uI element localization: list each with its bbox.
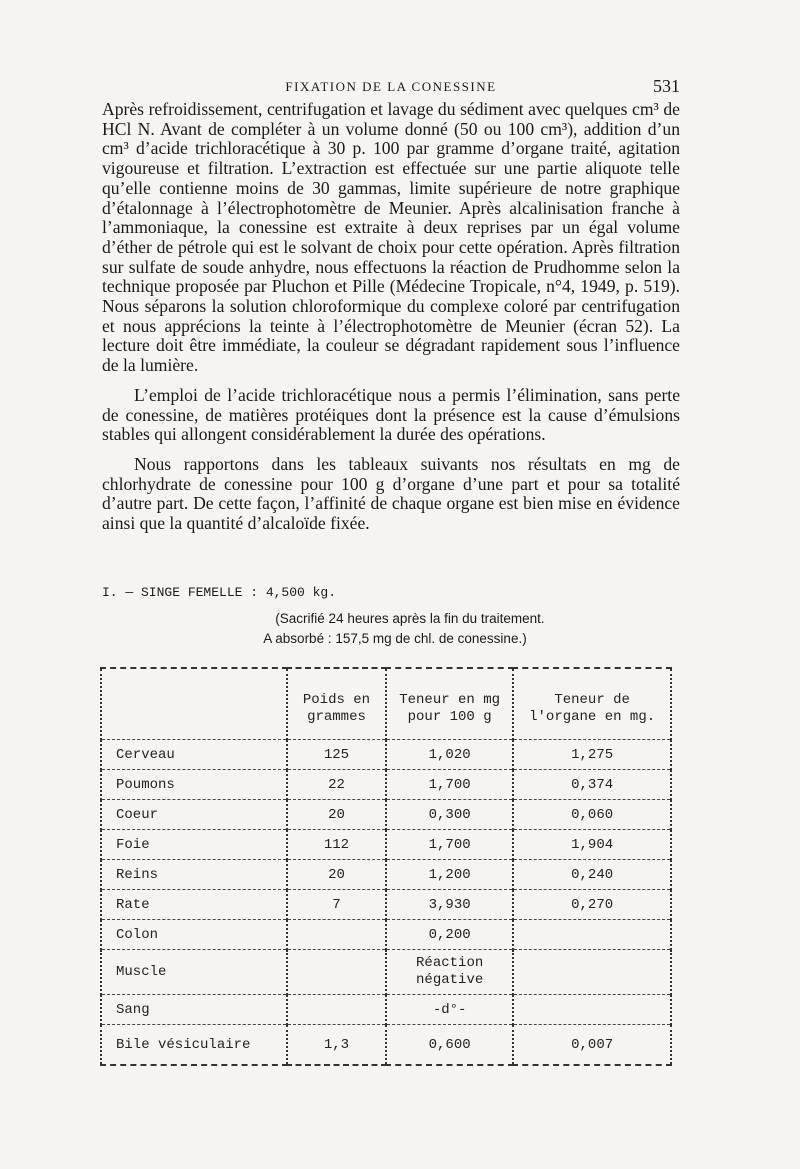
cell-teneur-100g <box>386 950 513 995</box>
cell-teneur-organe <box>513 995 671 1025</box>
cell-poids: 125 <box>287 740 386 770</box>
running-head <box>102 76 680 100</box>
cell-poids: 112 <box>287 830 386 860</box>
cell-teneur-100g: 0,600 <box>386 1025 513 1066</box>
cell-teneur-organe: 0,270 <box>513 890 671 920</box>
section-heading: I. — SINGE FEMELLE : 4,500 kg. <box>102 585 337 600</box>
cell-organe: Poumons <box>101 770 287 800</box>
cell-poids: 1,3 <box>287 1025 386 1066</box>
cell-teneur-100g: 3,930 <box>386 890 513 920</box>
cell-poids: 20 <box>287 860 386 890</box>
cell-teneur-organe: 1,904 <box>513 830 671 860</box>
paragraph-1: Après refroidissement, centrifugation et lavage du sédiment avec quelques cm³ de HCl N. Avant de compléter à un volume donné (50 ou 100 cm³), addition d’un cm³ d’acide trichloracétique à 30 p. 100 par gramme d’organe traité, agitation vigoureuse et filtration. L’extraction est effectuée sur une partie aliquote telle qu’elle contienne moins de 30 gammas, limite supérieure de notre graphique d’étalonnage à l’électrophotomètre de Meunier. Après alcalinisation franche à l’ammoniaque, la conessine est extraite à deux reprises par un égal volume d’éther de pétrole qui est le solvant de choix pour cette opération. Après filtration sur sulfate de soude anhydre, nous effectuons la réaction de Prudhomme selon la technique proposée par Pluchon et Pille (Médecine Tropicale, n°4, 1949, p. 519). Nous séparons la solution chloroformique du complexe coloré par centrifugation et nous apprécions la teinte à l’électrophotomètre de Meunier (écran 52). La lecture doit être immédiate, la couleur se dégradant rapidement sous l’influence de la lumière. <box>102 99 680 376</box>
cell-poids <box>287 920 386 950</box>
table-header-row <box>101 668 671 740</box>
table-row <box>101 860 671 890</box>
cell-organe: Sang <box>101 995 287 1025</box>
table-row <box>101 740 671 770</box>
table-row <box>101 1025 671 1066</box>
cell-poids: 7 <box>287 890 386 920</box>
cell-poids: 20 <box>287 800 386 830</box>
cell-organe: Rate <box>101 890 287 920</box>
cell-teneur-organe <box>513 950 671 995</box>
cell-teneur-100g: 1,200 <box>386 860 513 890</box>
header-poids-label: Poids en grammes <box>302 692 371 725</box>
paragraph-3: Nous rapportons dans les tableaux suivants nos résultats en mg de chlorhydrate de conessine pour 100 g d’organe d’une part et pour sa totalité d’autre part. De cette façon, l’affinité de chaque organe est bien mise en évidence ainsi que la quantité d’alcaloïde fixée. <box>102 453 680 534</box>
table-row <box>101 995 671 1025</box>
header-teneur-100g-label: Teneur en mg pour 100 g <box>399 692 501 725</box>
running-title: FIXATION DE LA CONESSINE <box>285 79 497 94</box>
cell-teneur-100g: -d°- <box>386 995 513 1025</box>
cell-teneur-organe: 0,007 <box>513 1025 671 1066</box>
cell-teneur-100g: 0,200 <box>386 920 513 950</box>
cell-teneur-organe: 0,374 <box>513 770 671 800</box>
results-table <box>100 667 672 1066</box>
header-teneur-organe <box>513 668 671 740</box>
cell-teneur-100g: 1,020 <box>386 740 513 770</box>
table-row <box>101 890 671 920</box>
table-row <box>101 770 671 800</box>
table-note-sacrifice: (Sacrifié 24 heures après la fin du traitement. <box>275 611 545 626</box>
table-row <box>101 950 671 995</box>
cell-organe: Cerveau <box>101 740 287 770</box>
cell-teneur-100g-text: Réaction négative <box>416 955 484 988</box>
cell-teneur-organe: 1,275 <box>513 740 671 770</box>
cell-organe: Colon <box>101 920 287 950</box>
cell-teneur-100g: 1,700 <box>386 830 513 860</box>
header-teneur-organe-label: Teneur de l'organe en mg. <box>529 692 656 725</box>
table-row <box>101 830 671 860</box>
cell-poids: 22 <box>287 770 386 800</box>
page-number: 531 <box>653 76 680 96</box>
cell-teneur-100g: 1,700 <box>386 770 513 800</box>
table-note-absorbed: A absorbé : 157,5 mg de chl. de conessine.) <box>263 631 527 646</box>
cell-organe: Muscle <box>101 950 287 995</box>
header-teneur-100g <box>386 668 513 740</box>
cell-organe: Bile vésiculaire <box>101 1025 287 1066</box>
cell-poids <box>287 950 386 995</box>
cell-organe: Coeur <box>101 800 287 830</box>
table-row <box>101 920 671 950</box>
header-organ <box>101 668 287 740</box>
table-row <box>101 800 671 830</box>
cell-organe: Reins <box>101 860 287 890</box>
paragraph-2: L’emploi de l’acide trichloracétique nous a permis l’élimination, sans perte de conessine, de matières protéiques dont la présence est la cause d’émulsions stables qui allongent considérablement la durée des opérations. <box>102 384 680 445</box>
cell-teneur-organe: 0,240 <box>513 860 671 890</box>
cell-organe: Foie <box>101 830 287 860</box>
cell-teneur-100g: 0,300 <box>386 800 513 830</box>
header-poids <box>287 668 386 740</box>
cell-poids <box>287 995 386 1025</box>
cell-teneur-organe <box>513 920 671 950</box>
body-text <box>102 100 680 534</box>
cell-teneur-organe: 0,060 <box>513 800 671 830</box>
